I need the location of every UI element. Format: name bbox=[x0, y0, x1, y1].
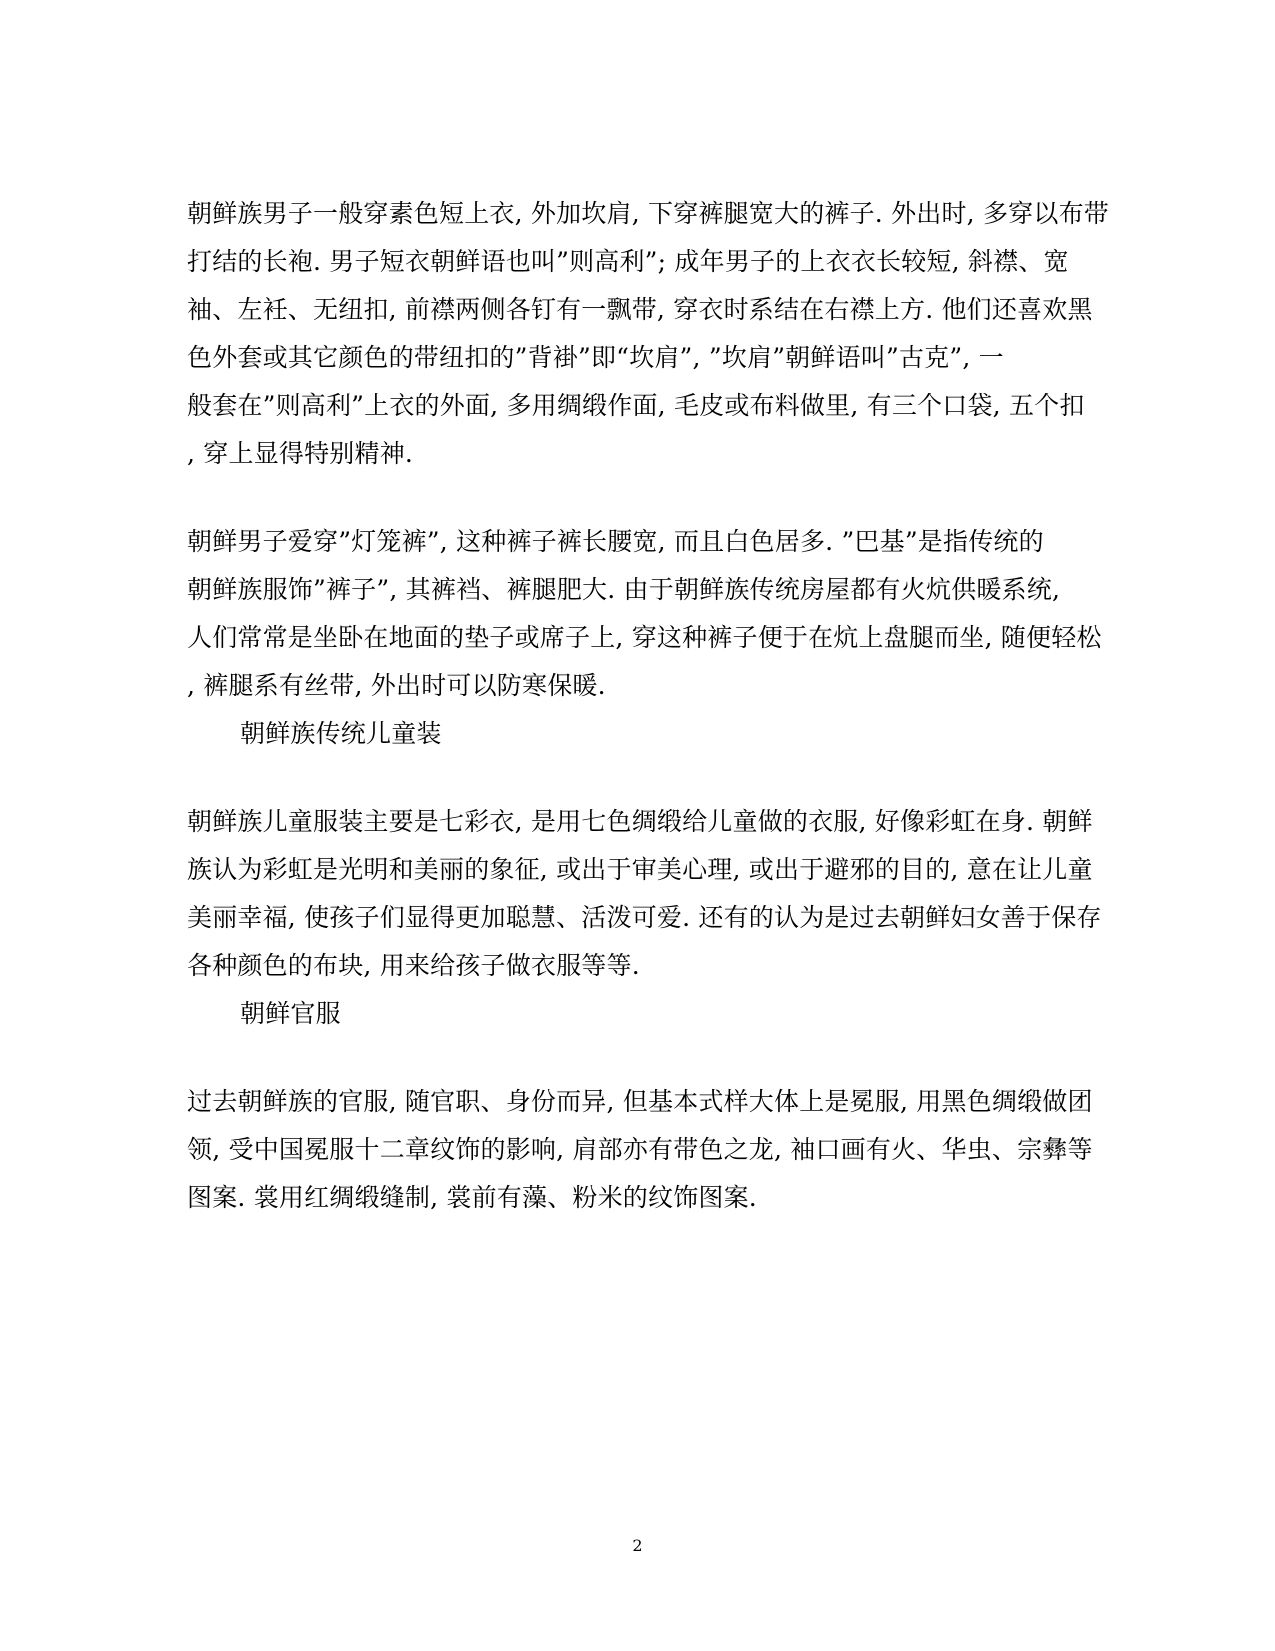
text-line: , 裤腿系有丝带, 外出时可以防寒保暖. bbox=[187, 671, 606, 700]
text-line: 色外套或其它颜色的带纽扣的”背褂”即“坎肩”, ”坎肩”朝鲜语叫”古克”, 一 bbox=[187, 343, 1004, 372]
section-heading-children: 朝鲜族传统儿童装 bbox=[240, 719, 442, 748]
text-line: 朝鲜男子爱穿”灯笼裤”, 这种裤子裤长腰宽, 而且白色居多. ”巴基”是指传统的 bbox=[187, 527, 1044, 556]
text-line: 各种颜色的布块, 用来给孩子做衣服等等. bbox=[187, 951, 640, 980]
section-heading-official: 朝鲜官服 bbox=[240, 999, 341, 1028]
text-line: 美丽幸福, 使孩子们显得更加聪慧、活泼可爱. 还有的认为是过去朝鲜妇女善于保存 bbox=[187, 903, 1102, 932]
text-line: 朝鲜族儿童服装主要是七彩衣, 是用七色绸缎给儿童做的衣服, 好像彩虹在身. 朝鲜 bbox=[187, 807, 1093, 836]
text-line: , 穿上显得特别精神. bbox=[187, 439, 414, 468]
text-line: 领, 受中国冕服十二章纹饰的影响, 肩部亦有带色之龙, 袖口画有火、华虫、宗彝等 bbox=[187, 1135, 1093, 1164]
text-line: 族认为彩虹是光明和美丽的象征, 或出于审美心理, 或出于避邪的目的, 意在让儿童 bbox=[187, 855, 1093, 884]
text-line: 朝鲜族男子一般穿素色短上衣, 外加坎肩, 下穿裤腿宽大的裤子. 外出时, 多穿以布带 bbox=[187, 199, 1109, 228]
text-line: 袖、左衽、无纽扣, 前襟两侧各钉有一飘带, 穿衣时系结在右襟上方. 他们还喜欢黑 bbox=[187, 295, 1093, 324]
text-line: 图案. 裳用红绸缎缝制, 裳前有藻、粉米的纹饰图案. bbox=[187, 1183, 757, 1212]
text-line: 人们常常是坐卧在地面的垫子或席子上, 穿这种裤子便于在炕上盘腿而坐, 随便轻松 bbox=[187, 623, 1102, 652]
text-line: 打结的长袍. 男子短衣朝鲜语也叫”则高利”; 成年男子的上衣衣长较短, 斜襟、宽 bbox=[187, 247, 1069, 276]
text-line: 朝鲜族服饰”裤子”, 其裤裆、裤腿肥大. 由于朝鲜族传统房屋都有火炕供暖系统, bbox=[187, 575, 1061, 604]
text-line: 过去朝鲜族的官服, 随官职、身份而异, 但基本式样大体上是冕服, 用黑色绸缎做团 bbox=[187, 1087, 1093, 1116]
text-line: 般套在”则高利”上衣的外面, 多用绸缎作面, 毛皮或布料做里, 有三个口袋, 五个扣 bbox=[187, 391, 1085, 420]
page-number: 2 bbox=[632, 1536, 643, 1555]
